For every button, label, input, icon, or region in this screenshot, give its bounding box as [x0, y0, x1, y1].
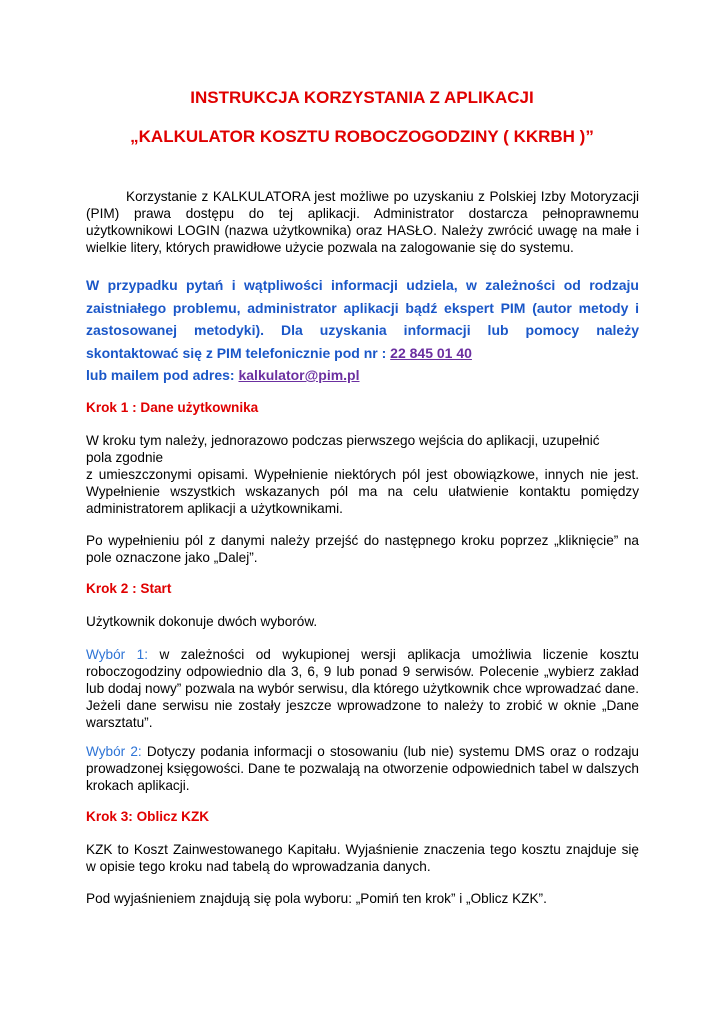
step2-choice2	[86, 743, 639, 794]
contact-text: W przypadku pytań i wątpliwości informacji udziela, w zależności od rodzaju zaistniałego problemu, administrator aplikacji bądź ekspert PIM (autor metody i zastosowanej metodyki). Dla uzyskania informacji lub pomocy należy skontaktować się z PIM telefonicznie pod nr :	[86, 277, 639, 361]
step1-paragraph2: Po wypełnieniu pól z danymi należy przejść do następnego kroku poprzez „kliknięcie” na pole oznaczone jako „Dalej”.	[86, 533, 639, 565]
step2-paragraph1: Użytkownik dokonuje dwóch wyborów.	[86, 614, 318, 629]
step2-heading: Krok 2 : Start	[86, 581, 172, 596]
choice1-label: Wybór 1:	[86, 647, 148, 662]
document-title-line2: „KALKULATOR KOSZTU ROBOCZOGODZINY ( KKRBH )”	[130, 127, 594, 146]
step1-paragraph1-line2: z umieszczonymi opisami. Wypełnienie niektórych pól jest obowiązkowe, innych nie jest. Wypełnienie wszystkich wskazanych pól ma na celu ułatwienie kontaktu pomiędzy administratorem aplikacji a użytkownikami.	[86, 467, 639, 516]
step1-paragraph1-line1: W kroku tym należy, jednorazowo podczas pierwszego wejścia do aplikacji, uzupełnić pola zgodnie	[86, 433, 600, 465]
choice2-label: Wybór 2:	[86, 744, 142, 759]
choice2-text: Dotyczy podania informacji o stosowaniu (lub nie) systemu DMS oraz o rodzaju prowadzonej księgowości. Dane te pozwalają na otworzenie odpowiednich tabel w dalszych krokach aplikacji.	[86, 744, 639, 793]
contact-paragraph	[86, 274, 639, 387]
mail-prefix: lub mailem pod adres:	[86, 367, 235, 383]
intro-paragraph: Korzystanie z KALKULATORA jest możliwe po uzyskaniu z Polskiej Izby Motoryzacji (PIM) prawa dostępu do tej aplikacji. Administrator dostarcza pełnoprawnemu użytkownikowi LOGIN (nazwa użytkownika) oraz HASŁO. Należy zwrócić uwagę na małe i wielkie litery, których prawidłowe użycie pozwala na zalogowanie się do systemu.	[86, 189, 639, 255]
step3-heading: Krok 3: Oblicz KZK	[86, 809, 210, 824]
phone-link[interactable]: 22 845 01 40	[390, 344, 472, 361]
email-link[interactable]: kalkulator@pim.pl	[238, 367, 360, 383]
choice1-text: w zależności od wykupionej wersji aplikacja umożliwia liczenie kosztu roboczogodziny odpowiednio dla 3, 6, 9 lub ponad 9 serwisów. Polecenie „wybierz zakład lub dodaj nowy” pozwala na wybór serwisu, dla którego użytkownik chce wprowadzać dane. Jeżeli dane serwisu nie zostały jeszcze wprowadzone to należy to zrobić w oknie „Dane warsztatu”.	[86, 647, 639, 730]
step2-choice1	[86, 646, 639, 731]
document-title-line1: INSTRUKCJA KORZYSTANIA Z APLIKACJI	[190, 88, 534, 107]
step1-heading: Krok 1 : Dane użytkownika	[86, 400, 259, 415]
step3-paragraph2: Pod wyjaśnieniem znajdują się pola wyboru: „Pomiń ten krok” i „Oblicz KZK”.	[86, 891, 547, 906]
step3-paragraph1: KZK to Koszt Zainwestowanego Kapitału. Wyjaśnienie znaczenia tego kosztu znajduje się w opisie tego kroku nad tabelą do wprowadzania danych.	[86, 842, 639, 874]
